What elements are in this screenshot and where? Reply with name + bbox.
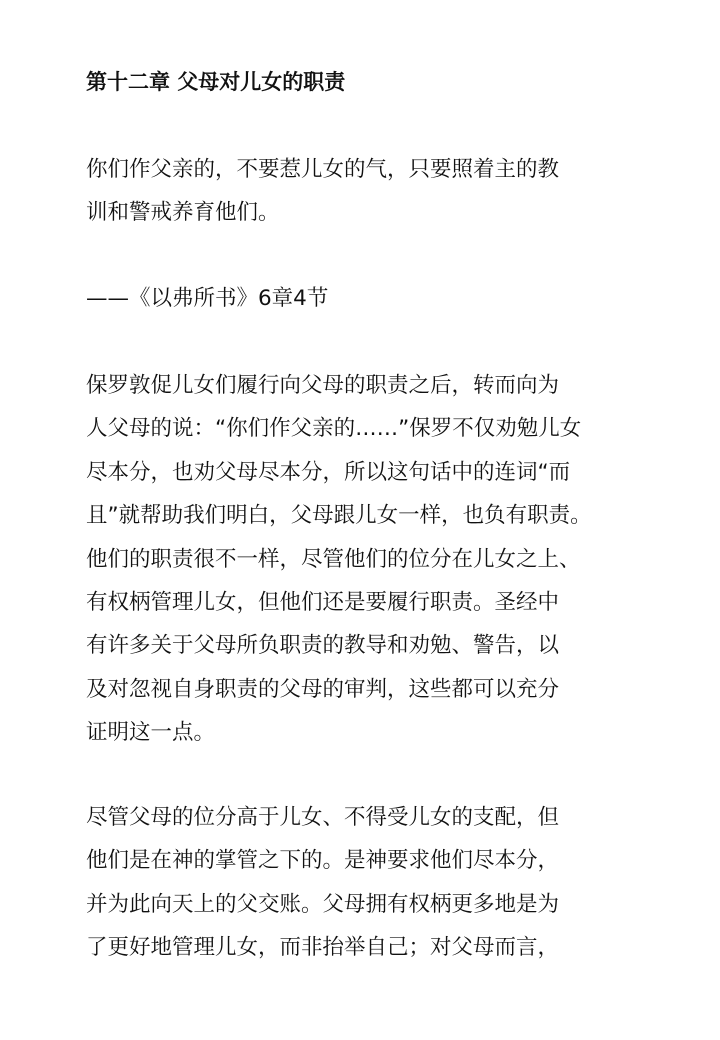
paragraph-line: 证明这一点。 [86,720,216,746]
epigraph-reference: ——《以弗所书》6章4节 [86,286,329,311]
paragraph-line: 及对忽视自身职责的父母的审判，这些都可以充分 [86,676,560,702]
epigraph-quote [86,148,559,235]
paragraph-line: 人父母的说：“你们作父亲的……”保罗不仅劝勉儿女 [86,416,582,442]
body-paragraph-1 [86,364,592,755]
paragraph-line: 保罗敦促儿女们履行向父母的职责之后，转而向为 [86,373,560,398]
epigraph-line: 训和警戒养育他们。 [86,200,280,226]
paragraph-line: 并为此向天上的父交账。父母拥有权柄更多地是为 [86,891,560,917]
chapter-title: 第十二章 父母对儿女的职责 [86,70,346,94]
paragraph-line: 有许多关于父母所负职责的教导和劝勉、警告，以 [86,633,560,659]
paragraph-line: 有权柄管理儿女，但他们还是要履行职责。圣经中 [86,589,560,615]
paragraph-line: 他们是在神的掌管之下的。是神要求他们尽本分， [86,848,560,874]
paragraph-line: 且”就帮助我们明白，父母跟儿女一样，也负有职责。 [86,503,592,529]
paragraph-line: 尽本分，也劝父母尽本分，所以这句话中的连词“而 [86,459,571,485]
body-paragraph-2 [86,796,559,970]
paragraph-line: 他们的职责很不一样，尽管他们的位分在儿女之上、 [86,546,581,572]
paragraph-line: 了更好地管理儿女，而非抬举自己；对父母而言， [86,935,560,961]
paragraph-line: 尽管父母的位分高于儿女、不得受儿女的支配，但 [86,805,560,830]
epigraph-line: 你们作父亲的，不要惹儿女的气，只要照着主的教 [86,157,560,182]
